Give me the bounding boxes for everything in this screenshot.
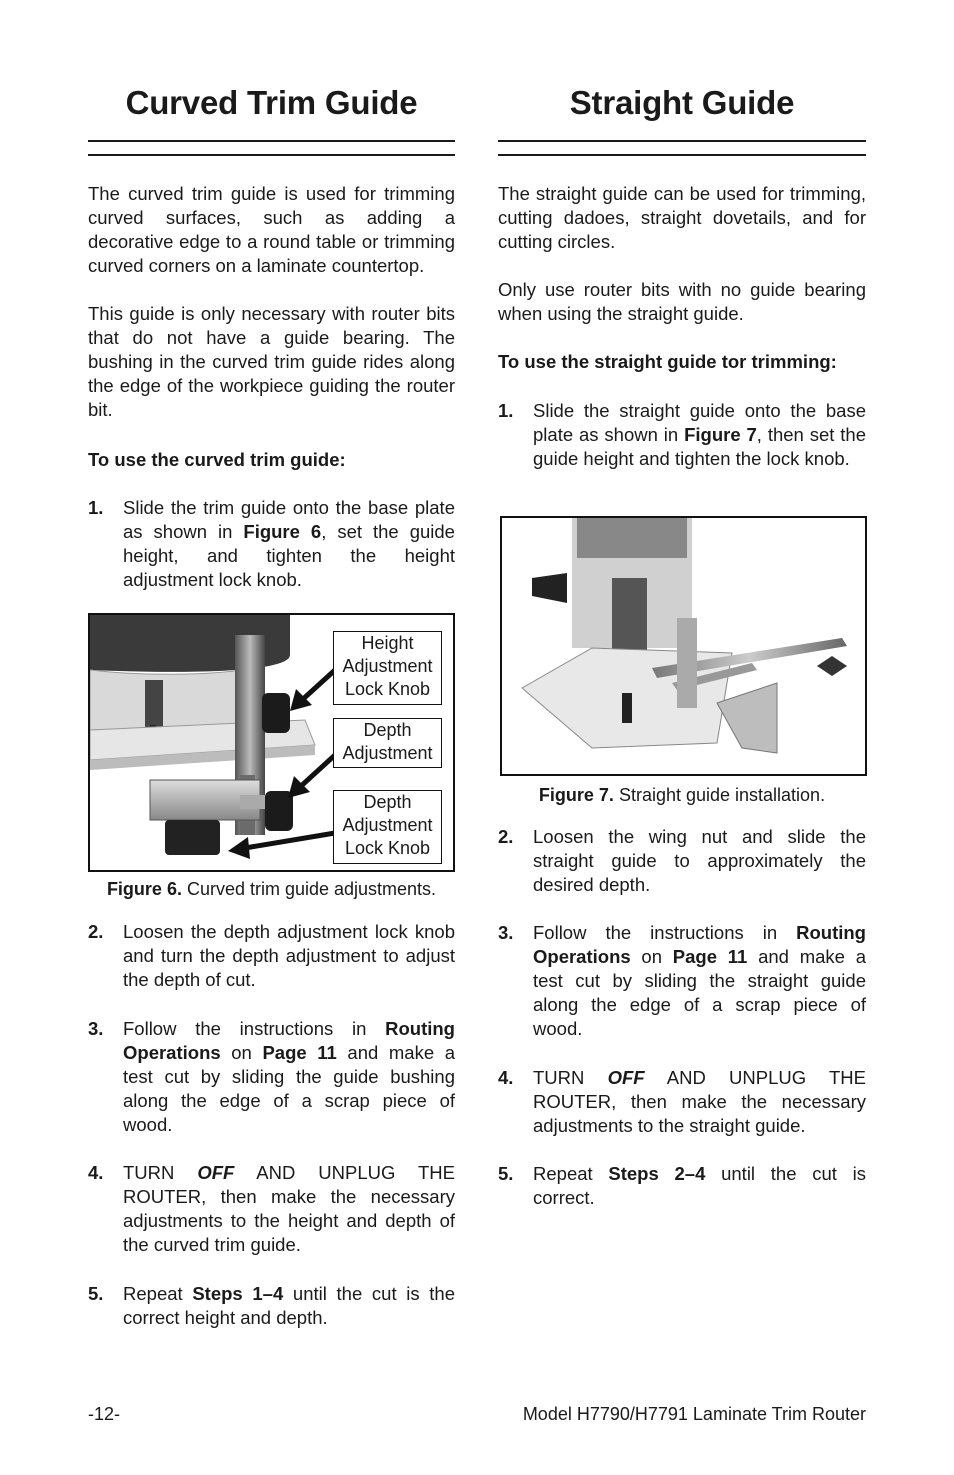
step-4: 4. TURN OFF AND UNPLUG THE ROUTER, then make the necessary adjustments to the height and depth of the curved trim guide.	[88, 1162, 455, 1255]
step-4: 4. TURN OFF AND UNPLUG THE ROUTER, then make the necessary adjustments to the straight guide.	[498, 1067, 866, 1136]
step-2: 2. Loosen the depth adjustment lock knob and turn the depth adjustment to adjust the depth of cut.	[88, 921, 455, 990]
title-rule-bottom	[88, 154, 455, 156]
step-1: 1. Slide the straight guide onto the base plate as shown in Figure 7, then set the guide height and tighten the lock knob.	[498, 400, 866, 469]
subheading: To use the straight guide tor trimming:	[498, 351, 837, 372]
step-1: 1. Slide the trim guide onto the base plate as shown in Figure 6, set the guide height, and tighten the height adjustment lock knob.	[88, 497, 455, 590]
callout-height-adjustment-lock-knob: Height Adjustment Lock Knob	[333, 631, 442, 705]
figure-6	[88, 613, 455, 872]
figure-7	[500, 516, 867, 776]
page-number: -12-	[88, 1404, 121, 1424]
step-3: 3. Follow the instructions in Routing Operations on Page 11 and make a test cut by sliding the straight guide along the edge of a scrap piece of wood.	[498, 922, 867, 1039]
step-5: 5. Repeat Steps 1–4 until the cut is the correct height and depth.	[88, 1283, 455, 1328]
intro-paragraph: The curved trim guide is used for trimming curved surfaces, such as adding a decorative edge to a round table or trimming curved corners on a laminate countertop.	[88, 183, 455, 276]
title-rule-bottom	[498, 154, 866, 156]
step-2: 2. Loosen the wing nut and slide the straight guide to approximately the desired depth.	[498, 826, 866, 895]
model-footer: Model H7790/H7791 Laminate Trim Router	[522, 1404, 866, 1424]
step-5: 5. Repeat Steps 2–4 until the cut is correct.	[498, 1163, 866, 1208]
figure-6-caption: Figure 6. Curved trim guide adjustments.	[106, 879, 437, 899]
section-title-curved-trim-guide: Curved Trim Guide	[125, 84, 418, 121]
callout-depth-adjustment: Depth Adjustment	[333, 718, 442, 768]
step-3: 3. Follow the instructions in Routing Operations on Page 11 and make a test cut by sliding the guide bushing along the edge of a scrap piece of wood.	[88, 1018, 455, 1135]
arrow-height-lock	[302, 670, 335, 700]
straight-guide-photo	[502, 518, 865, 774]
section-title-straight-guide: Straight Guide	[569, 84, 795, 121]
title-rule-top	[88, 140, 455, 142]
arrow-depth-lock	[245, 833, 335, 848]
subheading: To use the curved trim guide:	[88, 449, 346, 470]
title-rule-top	[498, 140, 866, 142]
callout-depth-adjustment-lock-knob: Depth Adjustment Lock Knob	[333, 790, 442, 864]
arrow-depth-adjustment	[300, 755, 335, 787]
bearing-note-paragraph: Only use router bits with no guide bearing when using the straight guide.	[498, 279, 866, 324]
intro-paragraph: The straight guide can be used for trimming, cutting dadoes, straight dovetails, and for cutting circles.	[498, 183, 866, 252]
figure-7-caption: Figure 7. Straight guide installation.	[538, 785, 826, 805]
guide-bearing-paragraph: This guide is only necessary with router bits that do not have a guide bearing. The bushing in the curved trim guide rides along the edge of the workpiece guiding the router bit.	[88, 303, 455, 420]
